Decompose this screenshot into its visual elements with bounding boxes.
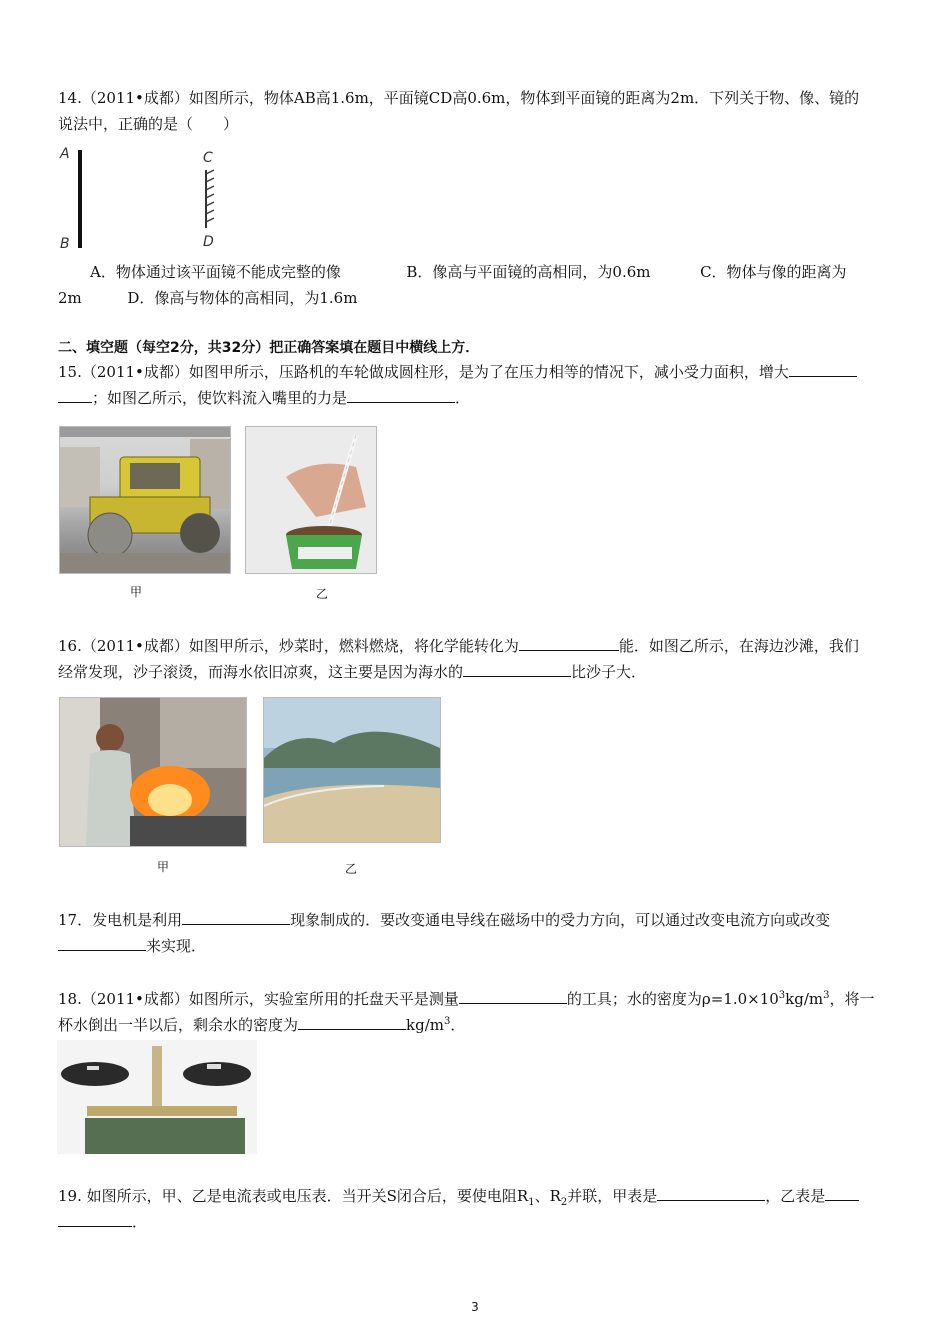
q18-unit1: kg/m — [785, 990, 824, 1008]
q15-blank2[interactable] — [347, 387, 455, 403]
q19-line2 — [58, 1210, 894, 1234]
q14-options-row1 — [90, 260, 900, 284]
cooking-photo — [59, 697, 247, 847]
q19-period: ． — [132, 1213, 148, 1231]
q17-text3: 来实现． — [146, 937, 207, 955]
q17-line1 — [58, 908, 894, 932]
q19-blank2b[interactable] — [58, 1211, 132, 1227]
q15-period: ． — [455, 389, 471, 407]
object-mirror-svg — [60, 140, 230, 260]
q15-blank1b[interactable] — [58, 387, 92, 403]
q19-text2: 并联，甲表是 — [567, 1187, 658, 1205]
q15-text1: 15.（2011•成都）如图甲所示，压路机的车轮做成圆柱形，是为了在压力相等的情况下，减小受力面积，增大 — [58, 363, 789, 381]
q17-blank1[interactable] — [182, 909, 290, 925]
q18-line2 — [58, 1010, 894, 1037]
q19-blank1[interactable] — [657, 1185, 765, 1201]
q19-sub1: 1 — [528, 1197, 535, 1208]
q14-option-a[interactable]: A．物体通过该平面镜不能成完整的像 — [90, 263, 341, 281]
q15-line2 — [58, 386, 894, 410]
q15-blank1a[interactable] — [789, 361, 857, 377]
q19-blank2a[interactable] — [825, 1185, 859, 1201]
q16-line1 — [58, 634, 894, 658]
q18-unit2: kg/m — [406, 1016, 444, 1034]
q15-text2: ；如图乙所示，使饮料流入嘴里的力是 — [92, 389, 348, 407]
q18-sup1: 3 — [778, 990, 786, 1001]
beach-illustration — [264, 698, 440, 842]
page-number: 3 — [471, 1300, 479, 1314]
q14-stem-line1: 14.（2011•成都）如图所示，物体AB高1.6m，平面镜CD高0.6m，物体到平面镜的距离为2m．下列关于物、像、镜的 — [58, 89, 860, 107]
straw-drink-illustration — [246, 427, 376, 573]
q17-text2: 现象制成的．要改变通电导线在磁场中的受力方向，可以通过改变电流方向或改变 — [290, 911, 831, 929]
q14-option-d[interactable]: D．像高与物体的高相同，为1.6m — [127, 289, 358, 307]
q15-caption-jia: 甲 — [130, 585, 143, 599]
road-roller-illustration — [60, 427, 230, 573]
beach-photo — [263, 697, 441, 843]
label-a: A — [60, 146, 70, 162]
q18-text1: 18.（2011•成都）如图所示，实验室所用的托盘天平是测量 — [58, 990, 459, 1008]
q16-blank1[interactable] — [519, 635, 619, 651]
q18-blank2[interactable] — [298, 1014, 406, 1030]
q16-text1: 16.（2011•成都）如图甲所示，炒菜时，燃料燃烧，将化学能转化为 — [58, 637, 519, 655]
road-roller-photo — [59, 426, 231, 574]
q16-text4: 比沙子大． — [571, 663, 647, 681]
section-2-heading: 二、填空题（每空2分，共32分）把正确答案填在题目中横线上方． — [58, 340, 480, 356]
q19-text3: ，乙表是 — [765, 1187, 826, 1205]
object-ab — [78, 150, 82, 248]
q19-text1: 19. 如图所示，甲、乙是电流表或电压表．当开关S闭合后，要使电阻R — [58, 1187, 529, 1205]
q16-text3: 经常发现，沙子滚烫，而海水依旧凉爽，这主要是因为海水的 — [58, 663, 464, 681]
balance-illustration — [57, 1040, 257, 1154]
q18-text2: 的工具；水的密度为ρ=1.0×10 — [566, 990, 779, 1008]
mirror-hatching — [206, 170, 214, 222]
q19-sep: 、R — [534, 1187, 561, 1205]
q18-sup2: 3 — [823, 990, 830, 1001]
q18-blank1[interactable] — [459, 988, 567, 1004]
q18-period: ． — [450, 1016, 466, 1034]
q15-line1 — [58, 360, 894, 384]
q18-text4: 杯水倒出一半以后，剩余水的密度为 — [58, 1016, 299, 1034]
q17-text1: 17．发电机是利用 — [58, 911, 183, 929]
q14-options-row2 — [58, 286, 894, 310]
q16-caption-yi: 乙 — [345, 862, 358, 876]
q16-blank2[interactable] — [463, 661, 571, 677]
q15-caption-yi: 乙 — [316, 587, 329, 601]
q18-sup3: 3 — [443, 1016, 451, 1027]
q14-option-c[interactable]: C．物体与像的距离为 — [700, 263, 847, 281]
q17-line2 — [58, 934, 894, 958]
q18-line1 — [58, 984, 894, 1011]
q14-stem-line2: 说法中，正确的是（ ） — [58, 115, 239, 133]
q17-blank2[interactable] — [58, 935, 146, 951]
balance-photo — [57, 1040, 257, 1154]
label-c: C — [203, 150, 213, 166]
straw-drink-photo — [245, 426, 377, 574]
q19-sub2: 2 — [560, 1197, 568, 1208]
q16-caption-jia: 甲 — [157, 860, 170, 874]
q14-option-b[interactable]: B．像高与平面镜的高相同，为0.6m — [406, 263, 651, 281]
q16-text2: 能．如图乙所示，在海边沙滩，我们 — [618, 637, 859, 655]
label-d: D — [203, 234, 214, 250]
q16-line2 — [58, 660, 894, 684]
label-b: B — [60, 236, 70, 252]
cooking-illustration — [60, 698, 246, 846]
q14-option-c-cont: 2m — [58, 289, 82, 307]
q18-text3: ，将一 — [829, 990, 875, 1008]
